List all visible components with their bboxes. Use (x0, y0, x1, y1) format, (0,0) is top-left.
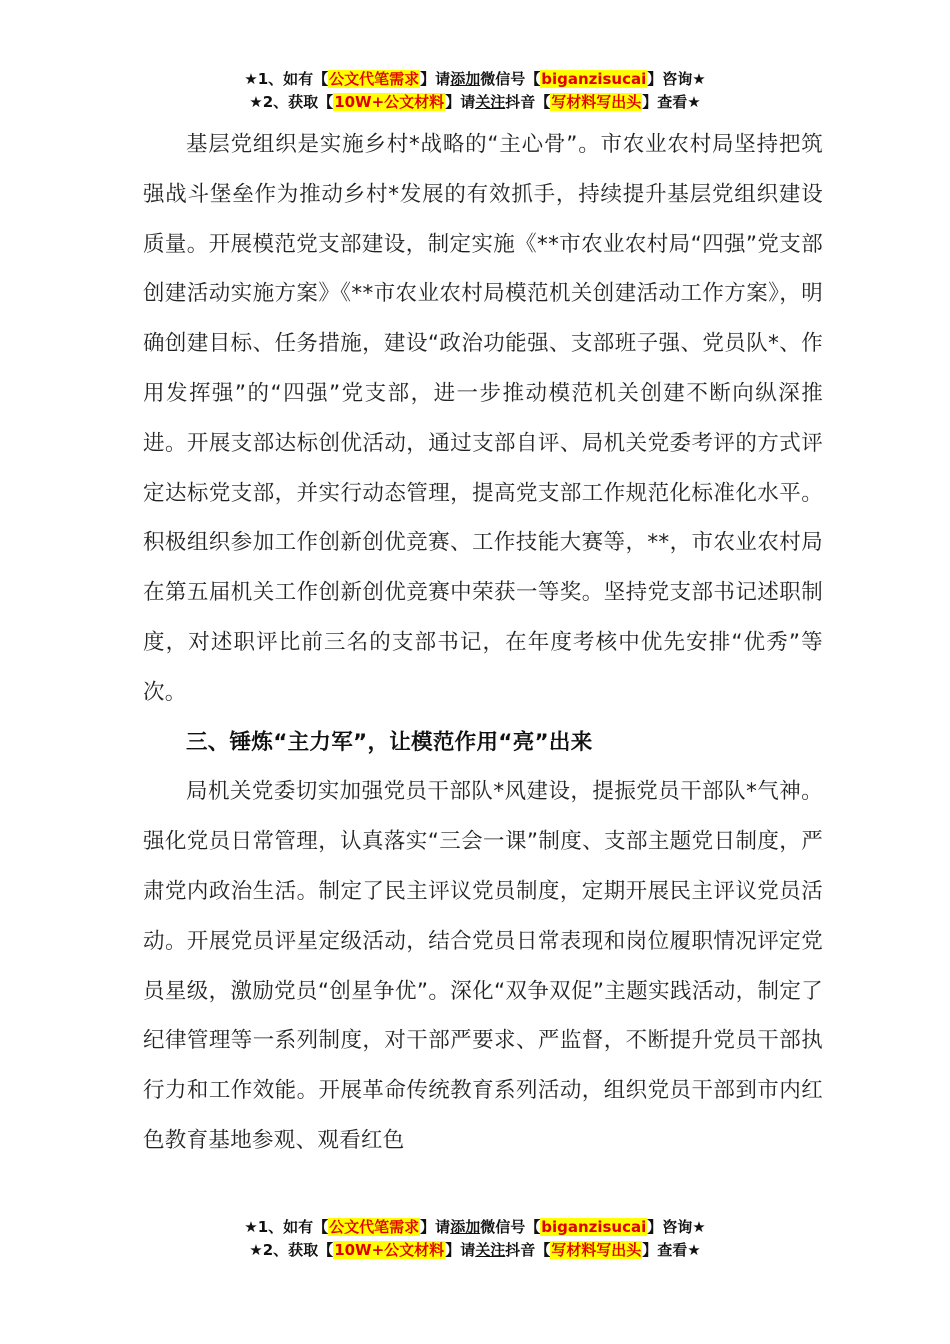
banner-emphasis: 添加 (450, 1218, 481, 1236)
banner-line-2 (0, 1239, 950, 1262)
banner-text: 抖音【 (505, 93, 551, 111)
highlight-wechat-id: biganzisucai (541, 1218, 647, 1236)
banner-text: 】请 (420, 70, 451, 88)
banner-text: 抖音【 (505, 1241, 551, 1259)
highlight-materials: 10W+公文材料 (334, 93, 445, 111)
header-banner (0, 68, 950, 114)
document-body (143, 120, 823, 1166)
banner-line-1 (0, 68, 950, 91)
banner-text: 】请 (445, 93, 476, 111)
footer-banner (0, 1216, 950, 1262)
highlight-douyin-id: 写材料写出头 (551, 93, 642, 111)
banner-text: 】查看★ (642, 1241, 701, 1259)
banner-text: ★2、获取【 (249, 93, 334, 111)
highlight-materials: 10W+公文材料 (334, 1241, 445, 1259)
banner-text: ★1、如有【 (244, 1218, 329, 1236)
highlight-wechat-id: biganzisucai (541, 70, 647, 88)
banner-text: 微信号【 (480, 70, 541, 88)
banner-text: 】咨询★ (647, 1218, 706, 1236)
paragraph-2: 局机关党委切实加强党员干部队*风建设，提振党员干部队*气神。强化党员日常管理，认真落实“三会一课”制度、支部主题党日制度，严肃党内政治生活。制定了民主评议党员制度，定期开展民主评议党员活动。开展党员评星定级活动，结合党员日常表现和岗位履职情况评定党员星级，激励党员“创星争优”。深化“双争双促”主题实践活动，制定了纪律管理等一系列制度，对干部严要求、严监督，不断提升党员干部执行力和工作效能。开展革命传统教育系列活动，组织党员干部到市内红色教育基地参观、观看红色 (143, 779, 823, 1153)
paragraph-1: 基层党组织是实施乡村*战略的“主心骨”。市农业农村局坚持把筑强战斗堡垒作为推动乡村*发展的有效抓手，持续提升基层党组织建设质量。开展模范党支部建设，制定实施《**市农业农村局“四强”党支部创建活动实施方案》《**市农业农村局模范机关创建活动工作方案》，明确创建目标、任务措施，建设“政治功能强、支部班子强、党员队*、作用发挥强”的“四强”党支部，进一步推动模范机关创建不断向纵深推进。开展支部达标创优活动，通过支部自评、局机关党委考评的方式评定达标党支部，并实行动态管理，提高党支部工作规范化标准化水平。积极组织参加工作创新创优竞赛、工作技能大赛等，**，市农业农村局在第五届机关工作创新创优竞赛中荣获一等奖。坚持党支部书记述职制度，对述职评比前三名的支部书记，在年度考核中优先安排“优秀”等次。 (143, 132, 823, 705)
banner-text: 】请 (420, 1218, 451, 1236)
banner-emphasis: 关注 (475, 1241, 506, 1259)
highlight-service: 公文代笔需求 (329, 1218, 420, 1236)
banner-text: 】查看★ (642, 93, 701, 111)
banner-text: 微信号【 (480, 1218, 541, 1236)
banner-emphasis: 添加 (450, 70, 481, 88)
highlight-service: 公文代笔需求 (329, 70, 420, 88)
banner-text: ★2、获取【 (249, 1241, 334, 1259)
section-heading: 三、锤炼“主力军”，让模范作用“亮”出来 (186, 729, 593, 755)
banner-text: 】咨询★ (647, 70, 706, 88)
highlight-douyin-id: 写材料写出头 (551, 1241, 642, 1259)
banner-emphasis: 关注 (475, 93, 506, 111)
banner-text: 】请 (445, 1241, 476, 1259)
banner-text: ★1、如有【 (244, 70, 329, 88)
banner-line-2 (0, 91, 950, 114)
banner-line-1 (0, 1216, 950, 1239)
